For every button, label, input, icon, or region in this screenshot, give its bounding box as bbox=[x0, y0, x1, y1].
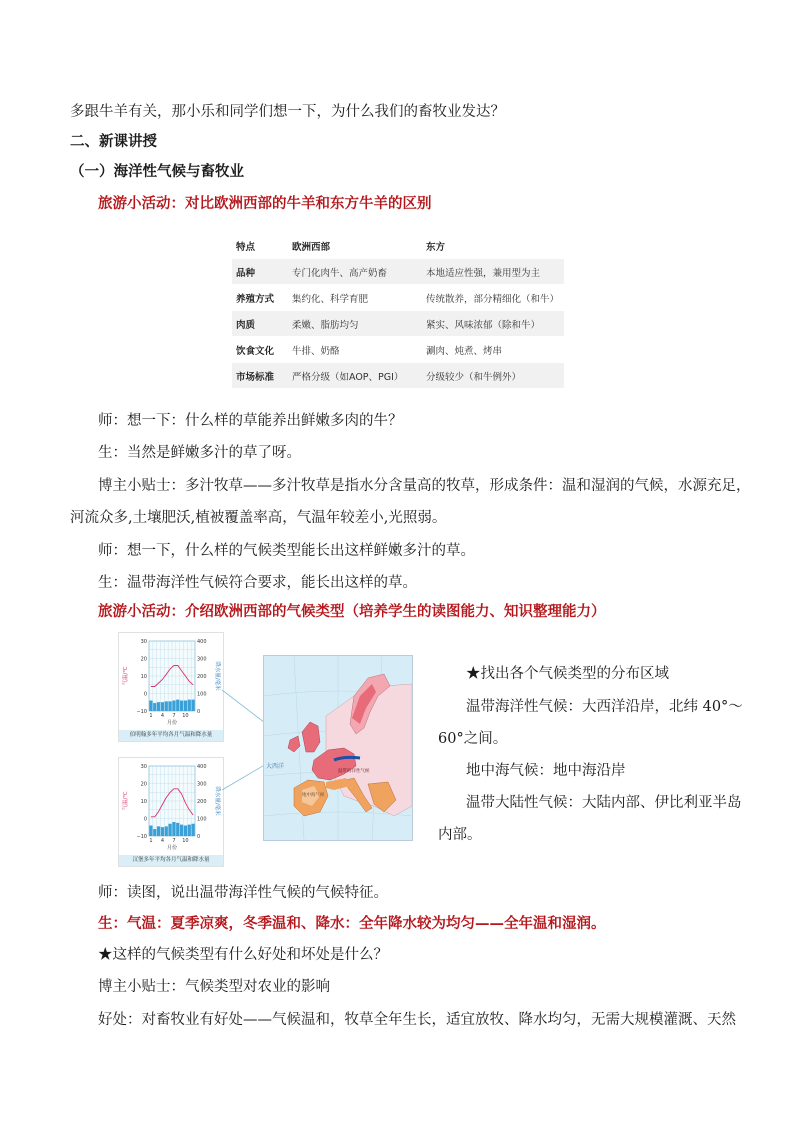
table-cell: 肉质 bbox=[232, 311, 288, 337]
table-row bbox=[232, 259, 564, 285]
precip-bar bbox=[184, 826, 187, 837]
map-label-marine: 温带海洋性气候 bbox=[338, 769, 370, 774]
europe-map-svg bbox=[264, 656, 412, 840]
activity-heading-1: 旅游小活动：对比欧洲西部的牛羊和东方牛羊的区别 bbox=[98, 195, 432, 212]
student-answer-1: 生：当然是鲜嫩多汁的草了呀。 bbox=[98, 445, 301, 461]
side-text-2: 温带海洋性气候：大西洋沿岸，北纬 40°～ bbox=[466, 699, 743, 715]
table-cell: 涮肉、炖煮、烤串 bbox=[422, 337, 564, 363]
side-text-6: 内部。 bbox=[438, 827, 482, 843]
student-answer-2: 生：温带海洋性气候符合要求，能长出这样的草。 bbox=[98, 575, 417, 591]
tick-label-left: 10 bbox=[140, 799, 147, 805]
subsection-heading: （一）海洋性气候与畜牧业 bbox=[70, 163, 244, 180]
precip-bar bbox=[191, 700, 194, 711]
table-cell: 牛排、奶酪 bbox=[288, 337, 422, 363]
tick-label-x: 10 bbox=[182, 713, 189, 719]
table-header-row bbox=[232, 233, 564, 259]
tick-label-right: 0 bbox=[197, 834, 201, 840]
teacher-question-1: 师：想一下：什么样的草能养出鲜嫩多肉的牛？ bbox=[98, 413, 403, 429]
table-row bbox=[232, 337, 564, 363]
precip-bar bbox=[157, 702, 160, 711]
tick-label-x: 1 bbox=[149, 838, 153, 844]
table-cell: 本地适应性强，兼用型为主 bbox=[422, 259, 564, 285]
precip-bar bbox=[149, 826, 152, 837]
tip-paragraph-1a: 博主小贴士：多汁牧草——多汁牧草是指水分含量高的牧草，形成条件：温和湿润的气候，水源充足， bbox=[98, 478, 751, 494]
precip-bar bbox=[168, 824, 171, 836]
tick-label-left: 0 bbox=[143, 816, 147, 823]
table-cell: 专门化肉牛、高产奶畜 bbox=[288, 259, 422, 285]
table-cell: 欧洲西部 bbox=[288, 233, 422, 259]
tick-label-left: 20 bbox=[140, 656, 147, 663]
map-label-med: 地中海气候 bbox=[302, 793, 325, 798]
climate-chart-svg-2 bbox=[119, 758, 223, 855]
precip-bar bbox=[168, 701, 171, 711]
tick-label-x: 7 bbox=[172, 838, 176, 844]
side-text-1: ★找出各个气候类型的分布区域 bbox=[466, 666, 669, 682]
tick-label-left: −10 bbox=[136, 834, 147, 840]
tick-label-right: 100 bbox=[197, 691, 207, 698]
tick-label-left: 10 bbox=[140, 674, 147, 680]
table-cell: 分级较少（和牛例外） bbox=[422, 363, 564, 389]
europe-climate-map bbox=[263, 655, 413, 841]
table-cell: 集约化、科学育肥 bbox=[288, 285, 422, 311]
precip-bar bbox=[153, 829, 156, 836]
tick-label-x: 4 bbox=[160, 838, 165, 844]
tick-label-right: 300 bbox=[197, 781, 207, 788]
axis-label-x: 月份 bbox=[166, 845, 178, 851]
table-cell: 柔嫩、脂肪均匀 bbox=[288, 311, 422, 337]
side-text-3: 60°之间。 bbox=[438, 731, 508, 747]
benefit-paragraph: 好处：对畜牧业有好处——气候温和，牧草全年生长，适宜放牧、降水均匀，无需大规模灌溉、天然 bbox=[98, 1012, 736, 1028]
precip-bar bbox=[157, 826, 160, 836]
precip-bar bbox=[180, 825, 183, 836]
tick-label-right: 100 bbox=[197, 816, 207, 823]
tick-label-left: 30 bbox=[140, 639, 147, 645]
climate-chart-birmingham bbox=[118, 632, 224, 742]
student-answer-3: 生：气温：夏季凉爽，冬季温和、降水：全年降水较为均匀——全年温和湿润。 bbox=[98, 915, 606, 932]
table-cell: 特点 bbox=[232, 233, 288, 259]
question-4: ★这样的气候类型有什么好处和坏处是什么？ bbox=[98, 947, 388, 963]
table-row bbox=[232, 311, 564, 337]
map-label-ocean: 大西洋 bbox=[266, 763, 285, 770]
tick-label-x: 1 bbox=[149, 713, 153, 719]
axis-label-left: 气温/℃ bbox=[123, 666, 129, 686]
table-cell: 严格分级（如AOP、PGI） bbox=[288, 363, 422, 389]
chart-caption-2: 汉堡多年平均各月气温和降水量 bbox=[119, 855, 223, 866]
precip-bar bbox=[165, 701, 168, 711]
table-cell: 饮食文化 bbox=[232, 337, 288, 363]
table-cell: 品种 bbox=[232, 259, 288, 285]
precip-bar bbox=[180, 701, 183, 712]
precip-bar bbox=[172, 701, 175, 712]
teacher-question-2: 师：想一下，什么样的气候类型能长出这样鲜嫩多汁的草。 bbox=[98, 543, 475, 559]
table-cell: 紧实、风味浓郁（除和牛） bbox=[422, 311, 564, 337]
table-cell: 东方 bbox=[422, 233, 564, 259]
tick-label-x: 7 bbox=[172, 713, 176, 719]
tick-label-right: 300 bbox=[197, 656, 207, 663]
axis-label-right: 降水量/毫米 bbox=[214, 786, 220, 816]
precip-bar bbox=[176, 700, 179, 711]
precip-bar bbox=[188, 700, 191, 711]
precip-bar bbox=[176, 823, 179, 836]
tip-heading-2: 博主小贴士：气候类型对农业的影响 bbox=[98, 979, 330, 995]
side-text-4: 地中海气候：地中海沿岸 bbox=[466, 763, 626, 779]
precip-bar bbox=[153, 703, 156, 711]
axis-label-right: 降水量/毫米 bbox=[214, 661, 220, 691]
axis-label-x: 月份 bbox=[166, 720, 178, 726]
tick-label-right: 200 bbox=[197, 674, 207, 680]
side-text-5: 温带大陆性气候：大陆内部、伊比利亚半岛 bbox=[466, 795, 742, 811]
paragraph-intro: 多跟牛羊有关，那小乐和同学们想一下，为什么我们的畜牧业发达？ bbox=[70, 104, 505, 120]
climate-chart-hamburg bbox=[118, 757, 224, 867]
precip-bar bbox=[188, 825, 191, 836]
precip-bar bbox=[161, 827, 164, 836]
table-cell: 养殖方式 bbox=[232, 285, 288, 311]
tick-label-right: 200 bbox=[197, 799, 207, 805]
precip-bar bbox=[161, 702, 164, 711]
comparison-table bbox=[232, 233, 564, 389]
tick-label-left: 30 bbox=[140, 764, 147, 770]
tick-label-left: 0 bbox=[143, 691, 147, 698]
tick-label-x: 4 bbox=[160, 713, 165, 719]
table-cell: 市场标准 bbox=[232, 363, 288, 389]
activity-heading-2: 旅游小活动：介绍欧洲西部的气候类型（培养学生的读图能力、知识整理能力） bbox=[98, 603, 606, 620]
tick-label-right: 400 bbox=[197, 764, 207, 770]
tip-paragraph-1b: 河流众多,土壤肥沃,植被覆盖率高，气温年较差小,光照弱。 bbox=[70, 510, 447, 526]
tick-label-left: 20 bbox=[140, 781, 147, 788]
tick-label-left: −10 bbox=[136, 709, 147, 715]
section-heading: 二、新课讲授 bbox=[70, 133, 157, 150]
precip-bar bbox=[149, 701, 152, 712]
chart-caption-1: 伯明翰多年平均各月气温和降水量 bbox=[119, 730, 223, 741]
table-cell: 传统散养，部分精细化（和牛） bbox=[422, 285, 564, 311]
precip-bar bbox=[172, 822, 175, 836]
tick-label-right: 400 bbox=[197, 639, 207, 645]
tick-label-right: 0 bbox=[197, 709, 201, 715]
tick-label-x: 10 bbox=[182, 838, 189, 844]
precip-bar bbox=[191, 824, 194, 836]
precip-bar bbox=[184, 701, 187, 712]
teacher-question-3: 师：读图，说出温带海洋性气候的气候特征。 bbox=[98, 885, 388, 901]
table-row bbox=[232, 285, 564, 311]
axis-label-left: 气温/℃ bbox=[123, 791, 129, 811]
table-row bbox=[232, 363, 564, 389]
precip-bar bbox=[165, 826, 168, 836]
climate-chart-svg-1 bbox=[119, 633, 223, 730]
